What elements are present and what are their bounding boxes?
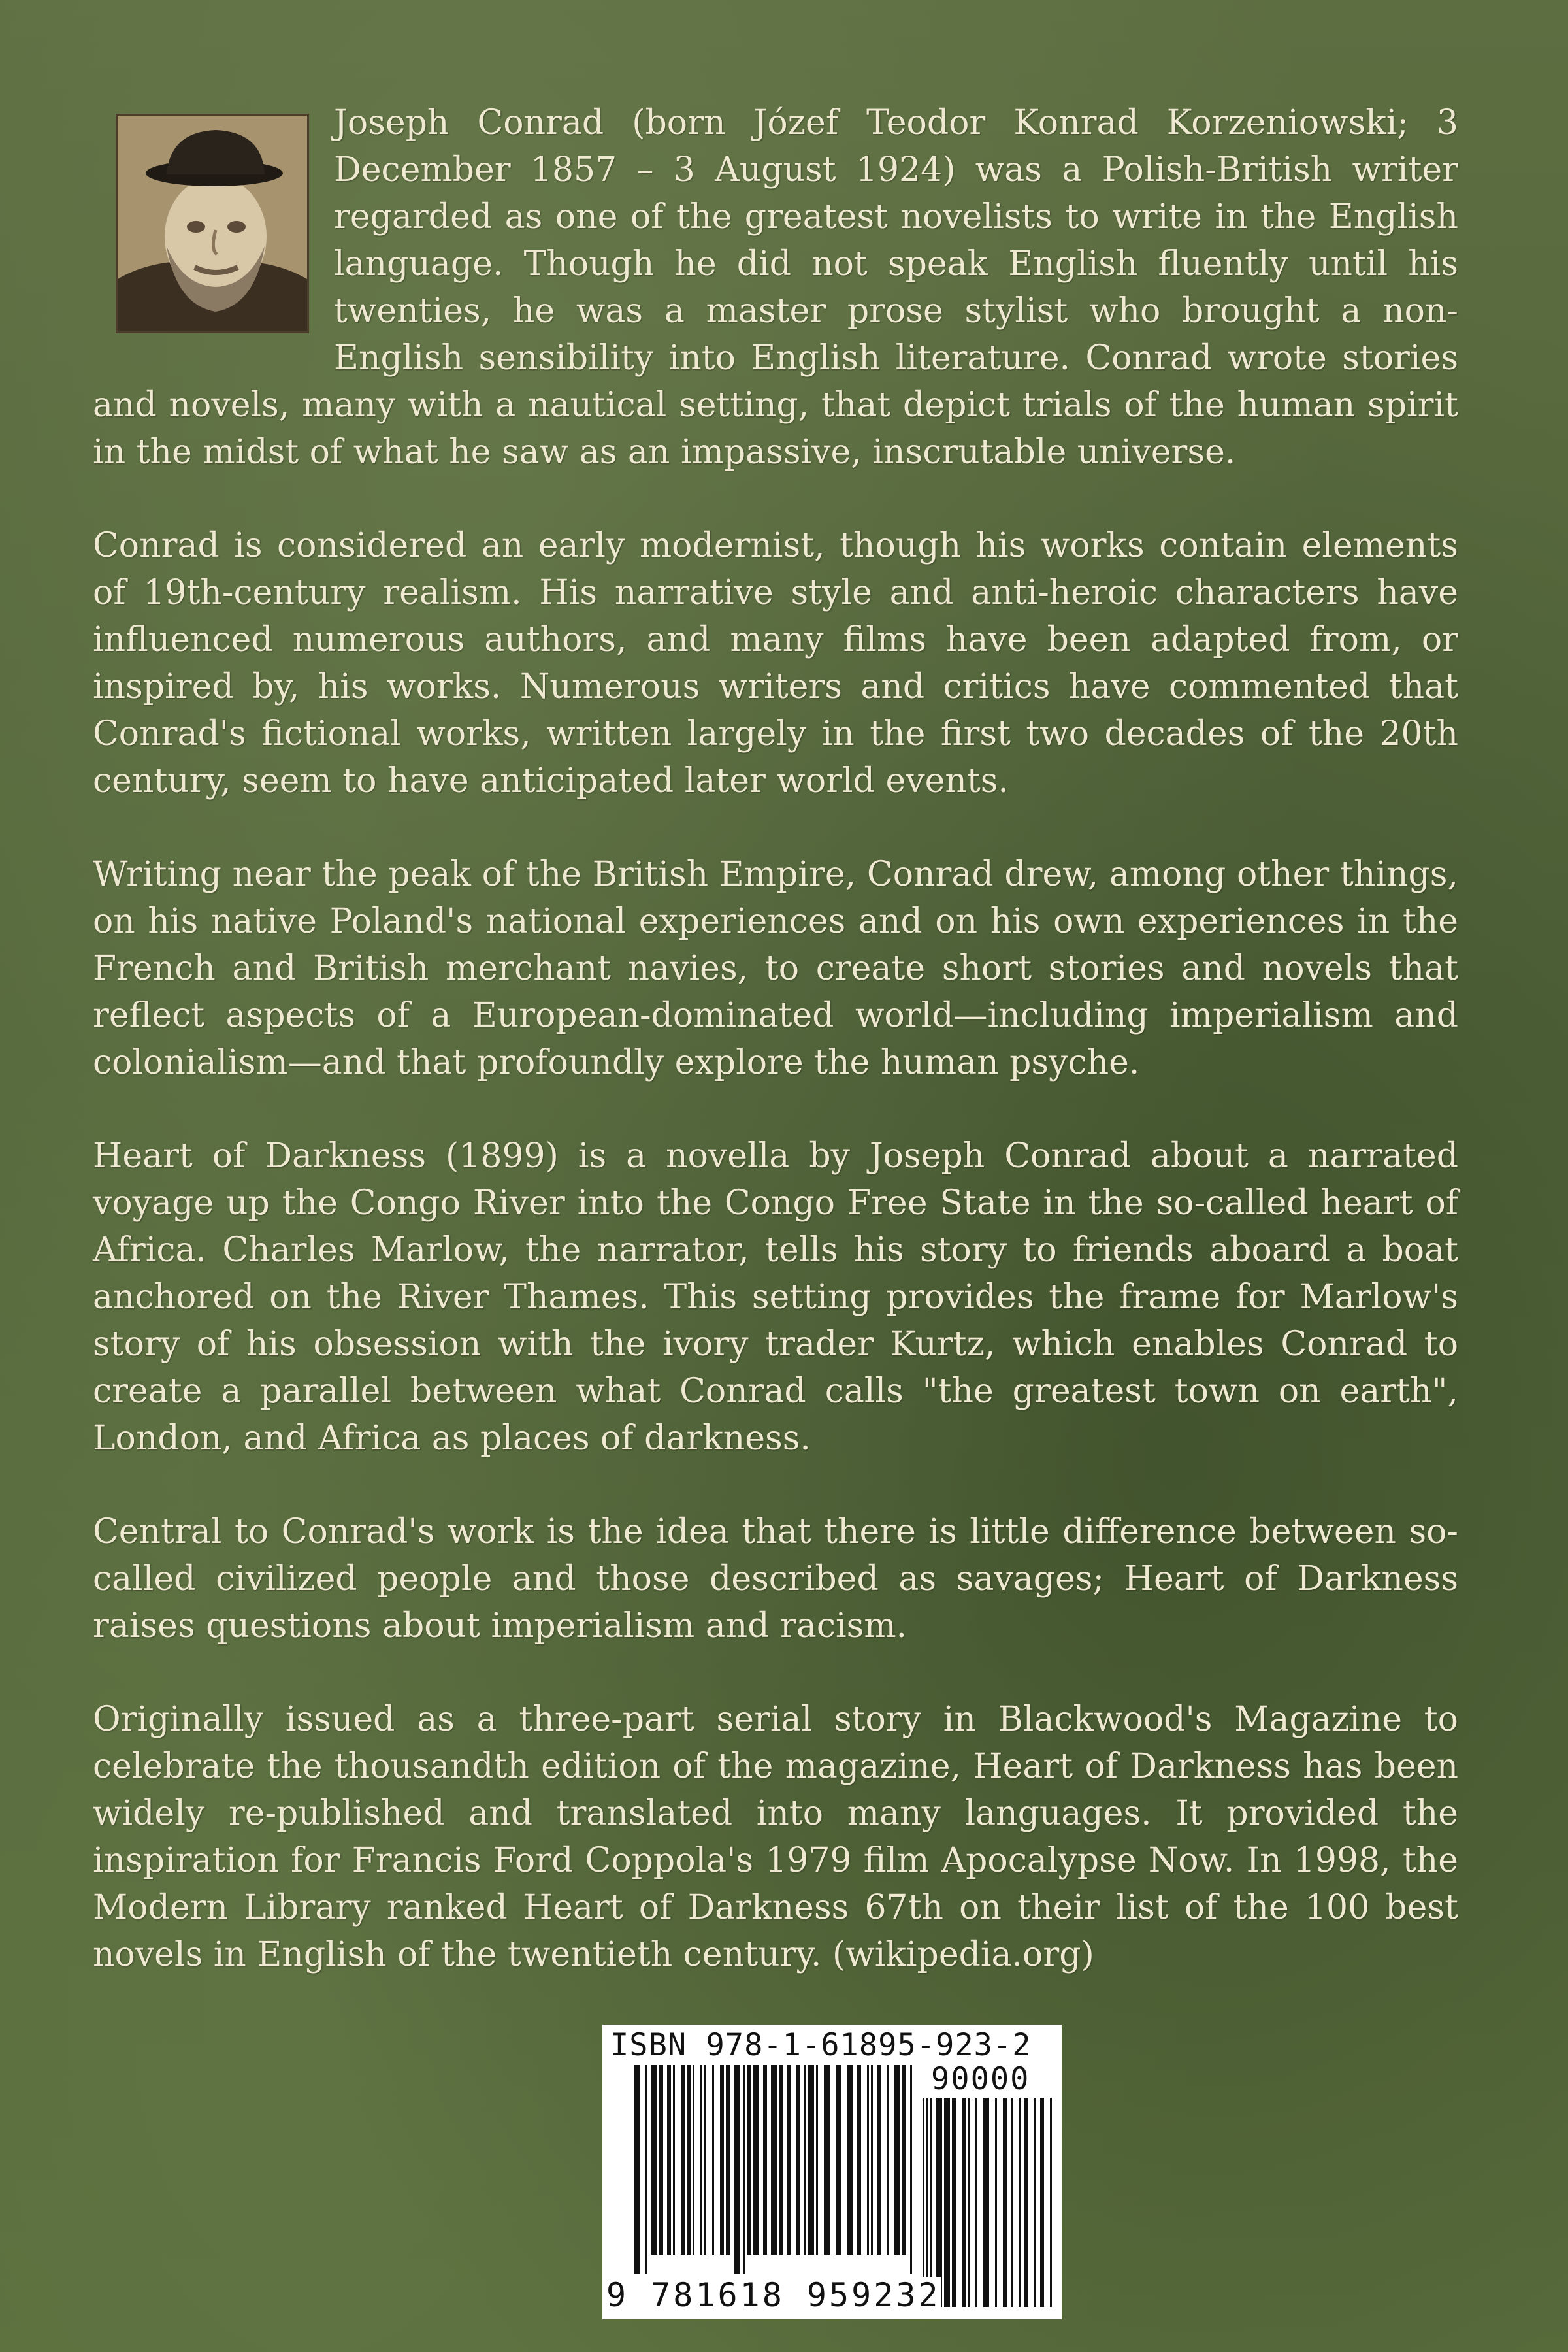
barcode-addon-bar: [936, 2098, 942, 2307]
barcode-addon-bar: [930, 2098, 932, 2307]
barcode-bar: [712, 2065, 714, 2255]
paragraph-modernism: Conrad is considered an early modernist, though his works contain elements of 19th-century realism. His narrative style and anti-heroic characters have influenced numerous authors, and many films have been adapted from, or inspired by, his works. Numerous writers and critics have commented that Conrad's fictional works, written largely in the first two decades of the 20th century, seem to have anticipated later world events.: [93, 526, 1458, 801]
barcode-bar: [687, 2065, 691, 2255]
paragraph-publication-history: Originally issued as a three-part serial story in Blackwood's Magazine to celebrate the thousandth edition of the magazine, Heart of Darkness has been widely re-published and translated into many languages. It provided the inspiration for Francis Ford Coppola's 1979 film Apocalypse Now. In 1998, the Modern Library ranked Heart of Darkness 67th on their list of the 100 best novels in English of the twentieth century. (wikipedia.org): [93, 1700, 1458, 1974]
barcode-bar: [808, 2065, 814, 2255]
barcode-addon-bar: [944, 2098, 950, 2307]
barcode-bar: [720, 2065, 724, 2255]
barcode-addon-bar: [983, 2098, 989, 2307]
barcode-addon-bar: [968, 2098, 970, 2307]
barcode-addon-bar: [1003, 2098, 1007, 2307]
barcode-addon-bar: [975, 2098, 977, 2307]
paragraph-biography: Joseph Conrad (born Józef Teodor Konrad Korzeniowski; 3 December 1857 – 3 August 1924) was a Polish-British writer regarded as one of the greatest novelists to write in the English language. Though he did not speak English fluently until his twenties, he was a master prose stylist who brought a non-English sensibility into English literature. Conrad wrote stories and novels, many with a nautical setting, that depict trials of the human spirit in the midst of what he saw as an impassive, inscrutable universe.: [93, 103, 1458, 472]
barcode-bar: [659, 2065, 663, 2255]
barcode-bar: [753, 2065, 759, 2255]
barcode-addon-bar: [962, 2098, 966, 2307]
barcode-bar: [836, 2065, 841, 2255]
barcode-bar: [771, 2065, 777, 2255]
price-code: 90000: [931, 2061, 1030, 2097]
barcode-addon-bar: [1034, 2098, 1036, 2307]
ean-digits: 9 781618 959232: [606, 2276, 941, 2314]
barcode-addon-bar: [1050, 2098, 1052, 2307]
barcode-bar: [871, 2065, 873, 2255]
addon-bars: [923, 2098, 1056, 2307]
barcode-bar: [877, 2065, 881, 2255]
barcode-bar: [651, 2065, 657, 2255]
barcode-addon-bar: [1019, 2098, 1021, 2307]
barcode-bar: [747, 2065, 751, 2255]
barcode-addon-bar: [1011, 2098, 1013, 2307]
barcode-bar: [847, 2065, 853, 2255]
barcode-bar: [796, 2065, 800, 2255]
barcode-bar: [743, 2065, 745, 2274]
ean-bars: [634, 2065, 916, 2274]
author-portrait: [116, 114, 309, 333]
description-text: [93, 99, 1458, 2025]
barcode-addon-bar: [952, 2098, 956, 2307]
barcode-bar: [667, 2065, 671, 2255]
author-portrait-image: [118, 116, 307, 331]
isbn-barcode: [602, 2025, 1062, 2319]
barcode-bar: [726, 2065, 730, 2255]
barcode-bar: [734, 2065, 740, 2274]
barcode-addon-bar: [923, 2098, 924, 2307]
barcode-bar: [704, 2065, 706, 2255]
barcode-addon-bar: [995, 2098, 997, 2307]
barcode-bar: [634, 2065, 640, 2274]
barcode-bar: [763, 2065, 767, 2255]
barcode-bar: [645, 2065, 647, 2274]
barcode-bar: [816, 2065, 818, 2255]
barcode-bar: [673, 2065, 675, 2255]
barcode-bar: [681, 2065, 685, 2255]
barcode-addon-bar: [1024, 2098, 1028, 2307]
barcode-bar: [787, 2065, 791, 2255]
barcode-bar: [910, 2065, 912, 2274]
barcode-bar: [824, 2065, 830, 2255]
isbn-number: ISBN 978-1-61895-923-2: [610, 2027, 1032, 2063]
barcode-bar: [887, 2065, 889, 2255]
barcode-bar: [857, 2065, 861, 2255]
barcode-bar: [894, 2065, 900, 2255]
barcode-bar: [693, 2065, 694, 2255]
paragraph-empire: Writing near the peak of the British Empire, Conrad drew, among other things, on his native Poland's national experiences and on his own experiences in the French and British merchant navies, to create short stories and novels that reflect aspects of a European-dominated world—including imperialism and colonialism—and that profoundly explore the human psyche.: [93, 855, 1458, 1082]
paragraph-central-theme: Central to Conrad's work is the idea that there is little difference between so-called civilized people and those described as savages; Heart of Darkness raises questions about imperialism and racism.: [93, 1512, 1458, 1646]
barcode-addon-bar: [1040, 2098, 1044, 2307]
barcode-bar: [700, 2065, 702, 2255]
barcode-bar: [779, 2065, 783, 2255]
paragraph-heart-of-darkness: Heart of Darkness (1899) is a novella by Joseph Conrad about a narrated voyage up the Congo River into the Congo Free State in the so-called heart of Africa. Charles Marlow, the narrator, tells his story to friends aboard a boat anchored on the River Thames. This setting provides the frame for Marlow's story of his obsession with the ivory trader Kurtz, which enables Conrad to create a parallel between what Conrad calls "the greatest town on earth", London, and Africa as places of darkness.: [93, 1136, 1458, 1458]
barcode-addon-bar: [926, 2098, 928, 2307]
barcode-bar: [902, 2065, 906, 2255]
barcode-bar: [867, 2065, 869, 2255]
barcode-bar: [804, 2065, 806, 2255]
